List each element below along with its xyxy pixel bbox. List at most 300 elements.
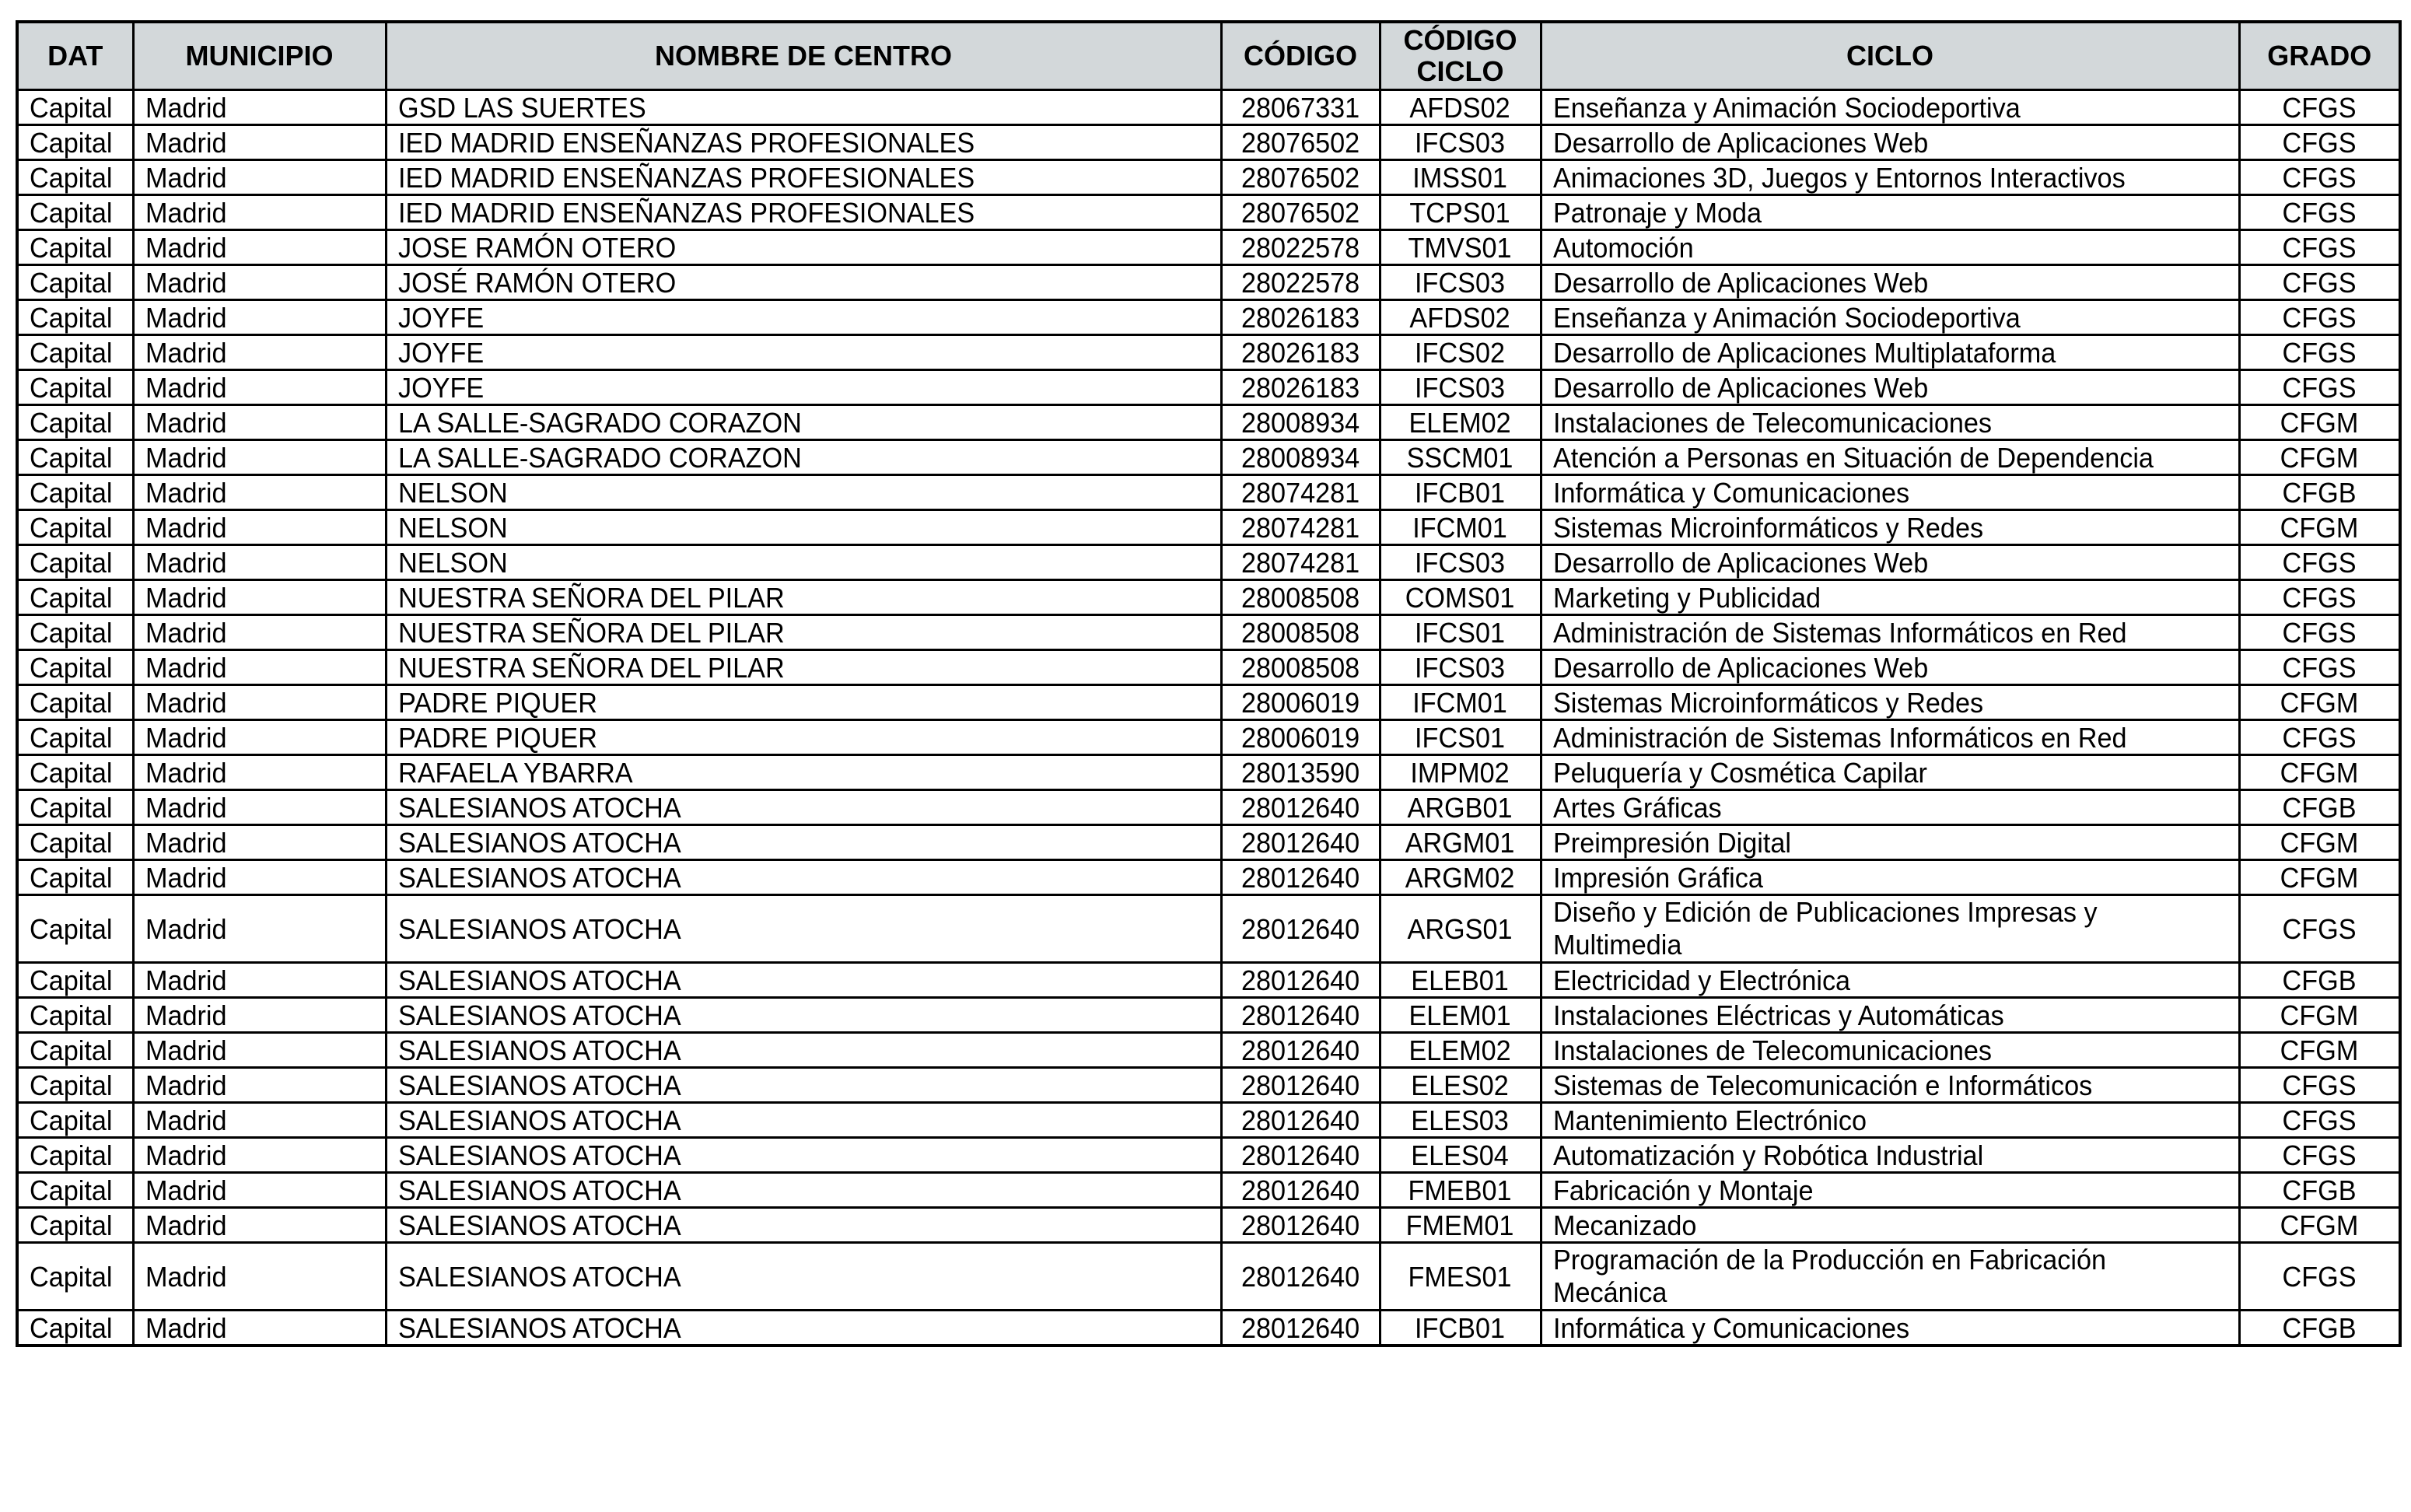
cell-text: SSCM01 bbox=[1407, 441, 1513, 474]
cell-codigo bbox=[1221, 825, 1380, 860]
cell-codigo-ciclo bbox=[1380, 475, 1541, 510]
cell-text: IED MADRID ENSEÑANZAS PROFESIONALES bbox=[397, 161, 975, 194]
cell-text: Capital bbox=[30, 1260, 113, 1293]
cell-text: CFGS bbox=[2282, 266, 2357, 299]
cell-municipio bbox=[133, 1311, 386, 1346]
cell-codigo-ciclo bbox=[1380, 545, 1541, 580]
cell-nombre-centro bbox=[386, 335, 1221, 370]
cell-codigo-ciclo bbox=[1380, 963, 1541, 998]
cell-grado bbox=[2239, 510, 2400, 545]
cell-grado bbox=[2239, 998, 2400, 1033]
cell-nombre-centro bbox=[386, 1173, 1221, 1208]
cell-text: Administración de Sistemas Informáticos en Red bbox=[1552, 616, 2127, 649]
cell-text: Capital bbox=[30, 616, 113, 649]
cell-ciclo bbox=[1541, 545, 2239, 580]
cell-text: CFGS bbox=[2282, 1139, 2357, 1171]
cell-codigo bbox=[1221, 1311, 1380, 1346]
cell-text: 28008508 bbox=[1240, 616, 1360, 649]
cell-nombre-centro bbox=[386, 370, 1221, 405]
cell-grado bbox=[2239, 615, 2400, 650]
table-row bbox=[17, 475, 2400, 510]
cell-text: Instalaciones de Telecomunicaciones bbox=[1552, 406, 1992, 439]
cell-dat bbox=[17, 615, 133, 650]
cell-grado bbox=[2239, 1033, 2400, 1068]
cell-codigo-ciclo bbox=[1380, 1138, 1541, 1173]
cell-codigo-ciclo bbox=[1380, 300, 1541, 335]
cell-text: Madrid bbox=[145, 406, 227, 439]
cell-text: Madrid bbox=[145, 1260, 227, 1293]
cell-ciclo bbox=[1541, 405, 2239, 440]
cell-text: Capital bbox=[30, 511, 113, 544]
cell-nombre-centro bbox=[386, 1138, 1221, 1173]
cell-dat bbox=[17, 650, 133, 685]
cell-codigo bbox=[1221, 1243, 1380, 1311]
cell-text: Fabricación y Montaje bbox=[1552, 1174, 1814, 1206]
cell-nombre-centro bbox=[386, 615, 1221, 650]
cell-text: 28012640 bbox=[1240, 1034, 1360, 1066]
cell-text: CFGS bbox=[2282, 546, 2357, 579]
cell-text: FMES01 bbox=[1408, 1260, 1513, 1293]
cell-text: Artes Gráficas bbox=[1552, 791, 1722, 824]
table-row bbox=[17, 405, 2400, 440]
cell-text: GSD LAS SUERTES bbox=[397, 91, 646, 124]
cell-text: Madrid bbox=[145, 196, 227, 229]
cell-text: ARGM01 bbox=[1405, 826, 1515, 859]
cell-text: Instalaciones de Telecomunicaciones bbox=[1552, 1034, 1992, 1066]
table-row bbox=[17, 895, 2400, 963]
cell-nombre-centro bbox=[386, 475, 1221, 510]
cell-ciclo bbox=[1541, 1173, 2239, 1208]
cell-text: CFGM bbox=[2280, 756, 2359, 789]
cell-codigo bbox=[1221, 755, 1380, 790]
cell-municipio bbox=[133, 895, 386, 963]
cell-text: Madrid bbox=[145, 1174, 227, 1206]
cell-dat bbox=[17, 160, 133, 195]
cell-text: CFGM bbox=[2280, 826, 2359, 859]
cell-dat bbox=[17, 580, 133, 615]
table-row bbox=[17, 685, 2400, 720]
cell-dat bbox=[17, 300, 133, 335]
cell-text: Madrid bbox=[145, 1209, 227, 1241]
cell-text: Capital bbox=[30, 91, 113, 124]
cell-municipio bbox=[133, 1103, 386, 1138]
cell-dat bbox=[17, 90, 133, 125]
cell-nombre-centro bbox=[386, 510, 1221, 545]
cell-text: SALESIANOS ATOCHA bbox=[397, 791, 681, 824]
cell-ciclo bbox=[1541, 720, 2239, 755]
cell-ciclo bbox=[1541, 475, 2239, 510]
cell-text: FMEM01 bbox=[1406, 1209, 1514, 1241]
table-row bbox=[17, 1243, 2400, 1311]
cell-text: Desarrollo de Aplicaciones Web bbox=[1552, 371, 1928, 404]
cell-nombre-centro bbox=[386, 545, 1221, 580]
cell-text: CFGS bbox=[2282, 1260, 2357, 1293]
cell-text: SALESIANOS ATOCHA bbox=[397, 1209, 681, 1241]
cell-text: PADRE PIQUER bbox=[397, 686, 597, 719]
cell-text: SALESIANOS ATOCHA bbox=[397, 1034, 681, 1066]
cell-text: CFGM bbox=[2280, 861, 2359, 894]
cell-grado bbox=[2239, 300, 2400, 335]
cell-text: Capital bbox=[30, 1209, 113, 1241]
cell-text: Madrid bbox=[145, 791, 227, 824]
cell-text: Madrid bbox=[145, 1139, 227, 1171]
cell-nombre-centro bbox=[386, 1311, 1221, 1346]
cell-codigo bbox=[1221, 405, 1380, 440]
cell-ciclo bbox=[1541, 790, 2239, 825]
cell-dat bbox=[17, 963, 133, 998]
cell-text: IFCS03 bbox=[1415, 371, 1506, 404]
cell-text: Capital bbox=[30, 964, 113, 996]
cell-text: Capital bbox=[30, 756, 113, 789]
cell-text: 28008934 bbox=[1240, 406, 1360, 439]
cell-text: CFGB bbox=[2282, 476, 2357, 509]
cell-dat bbox=[17, 335, 133, 370]
cell-municipio bbox=[133, 300, 386, 335]
cell-grado bbox=[2239, 125, 2400, 160]
cell-codigo bbox=[1221, 265, 1380, 300]
table-row bbox=[17, 160, 2400, 195]
cell-text: Enseñanza y Animación Sociodeportiva bbox=[1552, 91, 2021, 124]
cell-text: IFCS02 bbox=[1415, 336, 1506, 369]
cell-codigo bbox=[1221, 720, 1380, 755]
cell-codigo-ciclo bbox=[1380, 510, 1541, 545]
cell-nombre-centro bbox=[386, 1243, 1221, 1311]
cell-codigo-ciclo bbox=[1380, 720, 1541, 755]
cell-text: 28076502 bbox=[1240, 196, 1360, 229]
cell-municipio bbox=[133, 615, 386, 650]
cell-text: Madrid bbox=[145, 91, 227, 124]
table-row bbox=[17, 1173, 2400, 1208]
table-row bbox=[17, 755, 2400, 790]
cell-text: Capital bbox=[30, 371, 113, 404]
cell-text: TCPS01 bbox=[1409, 196, 1511, 229]
cell-text: Madrid bbox=[145, 999, 227, 1031]
cell-text: NUESTRA SEÑORA DEL PILAR bbox=[397, 651, 785, 684]
cell-dat bbox=[17, 195, 133, 230]
cell-ciclo bbox=[1541, 650, 2239, 685]
cell-ciclo bbox=[1541, 615, 2239, 650]
cell-ciclo bbox=[1541, 1033, 2239, 1068]
cell-text: Informática y Comunicaciones bbox=[1552, 476, 1909, 509]
table-row bbox=[17, 370, 2400, 405]
cell-text: CFGS bbox=[2282, 912, 2357, 945]
cell-dat bbox=[17, 1033, 133, 1068]
cell-text: CFGS bbox=[2282, 336, 2357, 369]
cell-text: JOYFE bbox=[397, 336, 484, 369]
cell-text: JOSE RAMÓN OTERO bbox=[397, 231, 676, 264]
cell-codigo-ciclo bbox=[1380, 230, 1541, 265]
cell-text: ELEM02 bbox=[1408, 406, 1512, 439]
cell-grado bbox=[2239, 790, 2400, 825]
cell-codigo bbox=[1221, 895, 1380, 963]
cell-nombre-centro bbox=[386, 405, 1221, 440]
cell-text: IMSS01 bbox=[1412, 161, 1508, 194]
cell-codigo bbox=[1221, 475, 1380, 510]
table-row bbox=[17, 335, 2400, 370]
cell-codigo bbox=[1221, 963, 1380, 998]
cell-text: Administración de Sistemas Informáticos en Red bbox=[1552, 721, 2127, 754]
cell-text: Madrid bbox=[145, 1104, 227, 1136]
cell-ciclo bbox=[1541, 90, 2239, 125]
cell-codigo bbox=[1221, 160, 1380, 195]
cell-municipio bbox=[133, 860, 386, 895]
cell-text: 28022578 bbox=[1240, 266, 1360, 299]
cell-grado bbox=[2239, 650, 2400, 685]
cell-text: SALESIANOS ATOCHA bbox=[397, 861, 681, 894]
cell-dat bbox=[17, 790, 133, 825]
cell-text: Capital bbox=[30, 301, 113, 334]
cell-grado bbox=[2239, 1103, 2400, 1138]
cell-text: NELSON bbox=[397, 511, 508, 544]
cell-codigo-ciclo bbox=[1380, 405, 1541, 440]
cell-nombre-centro bbox=[386, 685, 1221, 720]
cell-text: CFGS bbox=[2282, 231, 2357, 264]
cell-municipio bbox=[133, 265, 386, 300]
cell-text: CFGB bbox=[2282, 791, 2357, 824]
cell-text: Peluquería y Cosmética Capilar bbox=[1552, 756, 1927, 789]
cell-nombre-centro bbox=[386, 755, 1221, 790]
cell-text: Sistemas Microinformáticos y Redes bbox=[1552, 686, 1983, 719]
cell-text: FMEB01 bbox=[1408, 1174, 1513, 1206]
cell-codigo-ciclo bbox=[1380, 825, 1541, 860]
cell-dat bbox=[17, 860, 133, 895]
cell-ciclo bbox=[1541, 335, 2239, 370]
cell-grado bbox=[2239, 1138, 2400, 1173]
cell-municipio bbox=[133, 195, 386, 230]
cell-text: CFGM bbox=[2280, 1034, 2359, 1066]
cell-municipio bbox=[133, 90, 386, 125]
cell-codigo-ciclo bbox=[1380, 125, 1541, 160]
cell-codigo bbox=[1221, 860, 1380, 895]
cell-grado bbox=[2239, 1243, 2400, 1311]
cell-municipio bbox=[133, 685, 386, 720]
cell-text: Animaciones 3D, Juegos y Entornos Interactivos bbox=[1552, 161, 2126, 194]
cell-text: 28012640 bbox=[1240, 912, 1360, 945]
cell-text: Madrid bbox=[145, 1311, 227, 1344]
cell-text: 28008508 bbox=[1240, 651, 1360, 684]
cell-text: Madrid bbox=[145, 371, 227, 404]
cell-text: ELES04 bbox=[1411, 1139, 1510, 1171]
cell-text: Mecanizado bbox=[1552, 1209, 1696, 1241]
cell-text: CFGS bbox=[2282, 196, 2357, 229]
cell-codigo-ciclo bbox=[1380, 265, 1541, 300]
header-municipio: MUNICIPIO bbox=[133, 22, 386, 90]
cell-dat bbox=[17, 265, 133, 300]
cell-text: Madrid bbox=[145, 161, 227, 194]
cell-nombre-centro bbox=[386, 650, 1221, 685]
cell-text: Desarrollo de Aplicaciones Multiplataforma bbox=[1552, 336, 2056, 369]
cell-codigo-ciclo bbox=[1380, 860, 1541, 895]
cell-municipio bbox=[133, 335, 386, 370]
cell-municipio bbox=[133, 1208, 386, 1243]
cell-text: Capital bbox=[30, 1174, 113, 1206]
cell-nombre-centro bbox=[386, 265, 1221, 300]
cell-text: CFGS bbox=[2282, 91, 2357, 124]
cell-codigo-ciclo bbox=[1380, 895, 1541, 963]
cell-text: Madrid bbox=[145, 686, 227, 719]
cell-text: CFGS bbox=[2282, 651, 2357, 684]
cell-text: SALESIANOS ATOCHA bbox=[397, 999, 681, 1031]
cell-codigo bbox=[1221, 1068, 1380, 1103]
cell-municipio bbox=[133, 230, 386, 265]
cell-text: Automatización y Robótica Industrial bbox=[1552, 1139, 1983, 1171]
centers-table bbox=[16, 20, 2402, 1347]
cell-text: JOSÉ RAMÓN OTERO bbox=[397, 266, 676, 299]
cell-text: Impresión Gráfica bbox=[1552, 861, 1763, 894]
table-row bbox=[17, 615, 2400, 650]
cell-grado bbox=[2239, 755, 2400, 790]
cell-text: Madrid bbox=[145, 651, 227, 684]
cell-grado bbox=[2239, 160, 2400, 195]
cell-text: Desarrollo de Aplicaciones Web bbox=[1552, 651, 1928, 684]
cell-ciclo bbox=[1541, 510, 2239, 545]
cell-text: Capital bbox=[30, 861, 113, 894]
cell-text: Capital bbox=[30, 912, 113, 945]
cell-text: Instalaciones Eléctricas y Automáticas bbox=[1552, 999, 2004, 1031]
cell-nombre-centro bbox=[386, 720, 1221, 755]
table-row bbox=[17, 440, 2400, 475]
cell-text: AFDS02 bbox=[1409, 301, 1511, 334]
cell-codigo bbox=[1221, 615, 1380, 650]
cell-codigo bbox=[1221, 510, 1380, 545]
cell-municipio bbox=[133, 650, 386, 685]
cell-text: CFGS bbox=[2282, 161, 2357, 194]
cell-municipio bbox=[133, 545, 386, 580]
cell-text: CFGM bbox=[2280, 441, 2359, 474]
cell-codigo bbox=[1221, 545, 1380, 580]
cell-nombre-centro bbox=[386, 125, 1221, 160]
cell-text: NUESTRA SEÑORA DEL PILAR bbox=[397, 581, 785, 614]
table-row bbox=[17, 580, 2400, 615]
table-row bbox=[17, 125, 2400, 160]
cell-dat bbox=[17, 1208, 133, 1243]
cell-text: Desarrollo de Aplicaciones Web bbox=[1552, 546, 1928, 579]
cell-codigo bbox=[1221, 370, 1380, 405]
cell-text: ELES02 bbox=[1411, 1069, 1510, 1101]
cell-grado bbox=[2239, 370, 2400, 405]
cell-grado bbox=[2239, 1311, 2400, 1346]
cell-text: Capital bbox=[30, 546, 113, 579]
cell-nombre-centro bbox=[386, 90, 1221, 125]
cell-dat bbox=[17, 405, 133, 440]
cell-text: Capital bbox=[30, 651, 113, 684]
cell-text: 28012640 bbox=[1240, 791, 1360, 824]
cell-ciclo bbox=[1541, 1103, 2239, 1138]
cell-text: Madrid bbox=[145, 756, 227, 789]
cell-codigo-ciclo bbox=[1380, 790, 1541, 825]
cell-codigo-ciclo bbox=[1380, 685, 1541, 720]
cell-text: 28012640 bbox=[1240, 999, 1360, 1031]
cell-text: IFCS03 bbox=[1415, 546, 1506, 579]
cell-nombre-centro bbox=[386, 1033, 1221, 1068]
cell-text: IFCM01 bbox=[1412, 686, 1508, 719]
cell-nombre-centro bbox=[386, 825, 1221, 860]
cell-text: ARGB01 bbox=[1408, 791, 1513, 824]
cell-text: Madrid bbox=[145, 912, 227, 945]
cell-dat bbox=[17, 755, 133, 790]
cell-grado bbox=[2239, 963, 2400, 998]
cell-nombre-centro bbox=[386, 895, 1221, 963]
cell-ciclo bbox=[1541, 1208, 2239, 1243]
cell-text: ARGS01 bbox=[1408, 912, 1513, 945]
table-row bbox=[17, 1033, 2400, 1068]
cell-grado bbox=[2239, 580, 2400, 615]
cell-text: CFGM bbox=[2280, 1209, 2359, 1241]
cell-municipio bbox=[133, 1138, 386, 1173]
cell-dat bbox=[17, 230, 133, 265]
cell-text: Capital bbox=[30, 581, 113, 614]
cell-nombre-centro bbox=[386, 1103, 1221, 1138]
cell-ciclo bbox=[1541, 195, 2239, 230]
cell-text: CFGS bbox=[2282, 616, 2357, 649]
cell-nombre-centro bbox=[386, 580, 1221, 615]
cell-dat bbox=[17, 125, 133, 160]
cell-text: Preimpresión Digital bbox=[1552, 826, 1791, 859]
cell-dat bbox=[17, 685, 133, 720]
cell-text: CFGB bbox=[2282, 1174, 2357, 1206]
cell-text: Madrid bbox=[145, 301, 227, 334]
cell-codigo bbox=[1221, 195, 1380, 230]
cell-text: CFGS bbox=[2282, 721, 2357, 754]
cell-codigo-ciclo bbox=[1380, 755, 1541, 790]
cell-text: SALESIANOS ATOCHA bbox=[397, 826, 681, 859]
cell-text: 28022578 bbox=[1240, 231, 1360, 264]
cell-dat bbox=[17, 825, 133, 860]
cell-text: Informática y Comunicaciones bbox=[1552, 1311, 1909, 1344]
cell-dat bbox=[17, 998, 133, 1033]
cell-codigo-ciclo bbox=[1380, 650, 1541, 685]
cell-text: IED MADRID ENSEÑANZAS PROFESIONALES bbox=[397, 126, 975, 159]
cell-codigo-ciclo bbox=[1380, 615, 1541, 650]
cell-text: CFGS bbox=[2282, 126, 2357, 159]
cell-text: IFCS01 bbox=[1415, 616, 1506, 649]
cell-text: 28067331 bbox=[1240, 91, 1360, 124]
cell-text: CFGM bbox=[2280, 511, 2359, 544]
cell-codigo-ciclo bbox=[1380, 440, 1541, 475]
cell-dat bbox=[17, 475, 133, 510]
cell-text: Capital bbox=[30, 721, 113, 754]
cell-municipio bbox=[133, 580, 386, 615]
cell-text: SALESIANOS ATOCHA bbox=[397, 1139, 681, 1171]
table-row bbox=[17, 998, 2400, 1033]
cell-codigo bbox=[1221, 335, 1380, 370]
cell-ciclo bbox=[1541, 125, 2239, 160]
cell-text: Madrid bbox=[145, 1069, 227, 1101]
cell-ciclo bbox=[1541, 685, 2239, 720]
cell-text: TMVS01 bbox=[1408, 231, 1513, 264]
cell-text: SALESIANOS ATOCHA bbox=[397, 912, 681, 945]
cell-text: Capital bbox=[30, 476, 113, 509]
cell-nombre-centro bbox=[386, 860, 1221, 895]
table-row bbox=[17, 1311, 2400, 1346]
cell-text: 28076502 bbox=[1240, 126, 1360, 159]
table-row bbox=[17, 825, 2400, 860]
header-codigo: CÓDIGO bbox=[1221, 22, 1380, 90]
cell-ciclo bbox=[1541, 370, 2239, 405]
cell-text: PADRE PIQUER bbox=[397, 721, 597, 754]
cell-ciclo bbox=[1541, 1243, 2239, 1311]
cell-text: SALESIANOS ATOCHA bbox=[397, 1260, 681, 1293]
cell-grado bbox=[2239, 1173, 2400, 1208]
cell-text: LA SALLE-SAGRADO CORAZON bbox=[397, 406, 802, 439]
cell-text: CFGS bbox=[2282, 1104, 2357, 1136]
cell-municipio bbox=[133, 825, 386, 860]
cell-text: Marketing y Publicidad bbox=[1552, 581, 1821, 614]
cell-grado bbox=[2239, 230, 2400, 265]
table-row bbox=[17, 265, 2400, 300]
cell-text: Madrid bbox=[145, 266, 227, 299]
header-dat: DAT bbox=[17, 22, 133, 90]
